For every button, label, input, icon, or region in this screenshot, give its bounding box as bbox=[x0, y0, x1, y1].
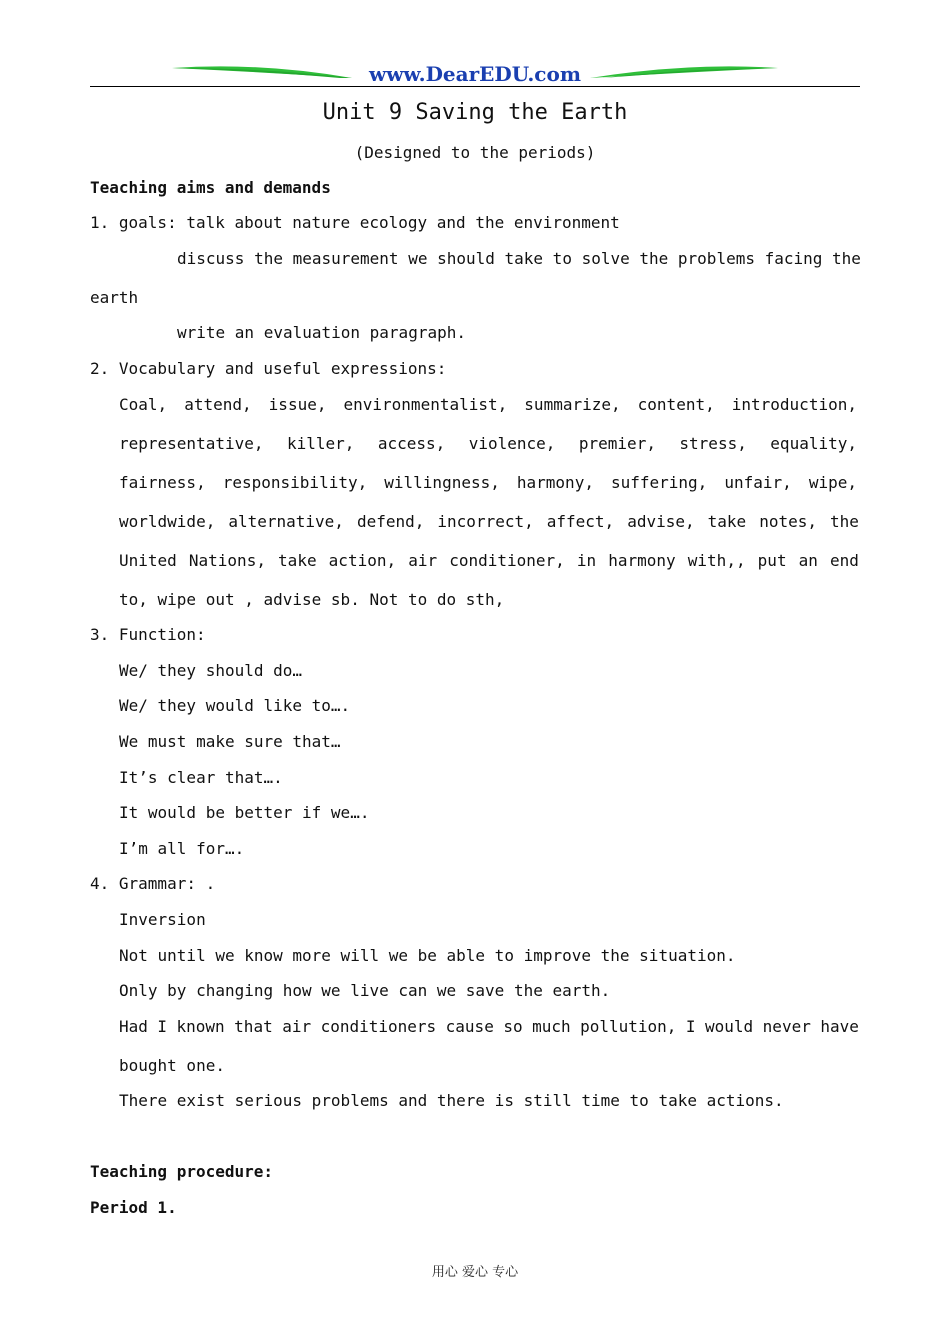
grammar-topic: Inversion bbox=[119, 910, 206, 929]
grammar-word: never bbox=[762, 1017, 811, 1036]
vocab-word: environmentalist, bbox=[343, 395, 508, 414]
grammar-word: that bbox=[234, 1017, 273, 1036]
function-item: We/ they should do… bbox=[119, 661, 303, 680]
vocab-word: defend, bbox=[356, 512, 425, 531]
vocab-word: issue, bbox=[268, 395, 327, 414]
vocab-word: Nations, bbox=[188, 551, 266, 570]
function-heading: 3. Function: bbox=[90, 625, 206, 644]
vocab-word: suffering, bbox=[610, 473, 708, 492]
goals-line-3: earth bbox=[90, 288, 139, 307]
grammar-example-3 bbox=[119, 1017, 859, 1037]
vocab-word: willingness, bbox=[384, 473, 500, 492]
vocab-word: advise, bbox=[627, 512, 695, 531]
page-footer: 用心 爱心 专心 bbox=[431, 1265, 519, 1280]
vocab-word: put bbox=[757, 551, 787, 570]
function-item: We must make sure that… bbox=[119, 732, 341, 751]
vocab-row bbox=[119, 551, 859, 571]
vocab-word: alternative, bbox=[228, 512, 344, 531]
section-heading-procedure: Teaching procedure: bbox=[90, 1162, 274, 1181]
vocab-word: responsibility, bbox=[222, 473, 368, 492]
vocab-word: content, bbox=[637, 395, 715, 414]
vocab-last-line: to, wipe out , advise sb. Not to do sth, bbox=[119, 590, 505, 609]
period-heading: Period 1. bbox=[90, 1198, 177, 1217]
vocab-word: harmony bbox=[608, 551, 676, 570]
vocab-word: summarize, bbox=[524, 395, 621, 414]
vocab-word: attend, bbox=[184, 395, 252, 414]
grammar-word: so bbox=[503, 1017, 523, 1036]
vocab-row bbox=[119, 395, 857, 415]
goals-line-2-text: discuss the measurement we should take to solve the problems facing the bbox=[177, 249, 861, 268]
vocab-word: affect, bbox=[546, 512, 615, 531]
vocab-word: harmony, bbox=[516, 473, 594, 492]
vocab-word: United bbox=[119, 551, 177, 570]
grammar-heading: 4. Grammar: . bbox=[90, 874, 216, 893]
function-item: It’s clear that…. bbox=[119, 768, 283, 787]
vocab-row bbox=[119, 473, 857, 493]
vocab-word: equality, bbox=[770, 434, 857, 453]
vocab-row bbox=[119, 434, 857, 454]
grammar-word: have bbox=[820, 1017, 859, 1036]
vocab-word: conditioner, bbox=[449, 551, 565, 570]
site-url: www.DearEDU.com bbox=[368, 62, 581, 86]
vocab-word: the bbox=[830, 512, 859, 531]
function-item: We/ they would like to…. bbox=[119, 696, 351, 715]
vocab-word: access, bbox=[377, 434, 446, 453]
site-header-banner bbox=[90, 58, 860, 90]
grammar-word: I bbox=[157, 1017, 168, 1036]
vocab-word: take bbox=[707, 512, 747, 531]
vocab-word: representative, bbox=[119, 434, 264, 453]
document-subtitle: (Designed to the periods) bbox=[354, 143, 596, 162]
grammar-word: pollution, bbox=[580, 1017, 677, 1036]
grammar-example-3-cont: bought one. bbox=[119, 1056, 225, 1075]
grammar-word: air bbox=[282, 1017, 312, 1036]
vocab-word: incorrect, bbox=[437, 512, 534, 531]
vocab-word: worldwide, bbox=[119, 512, 216, 531]
grammar-word: cause bbox=[445, 1017, 494, 1036]
vocab-word: unfair, bbox=[724, 473, 792, 492]
vocab-word: violence, bbox=[468, 434, 556, 453]
goals-line-4: write an evaluation paragraph. bbox=[177, 323, 466, 342]
vocab-heading: 2. Vocabulary and useful expressions: bbox=[90, 359, 447, 378]
grammar-example: Only by changing how we live can we save the earth. bbox=[119, 981, 611, 1000]
vocab-word: wipe, bbox=[808, 473, 857, 492]
vocab-word: Coal, bbox=[119, 395, 168, 414]
vocab-word: take bbox=[278, 551, 317, 570]
header-rule bbox=[90, 86, 860, 87]
document-title: Unit 9 Saving the Earth bbox=[322, 100, 628, 125]
vocab-word: killer, bbox=[286, 434, 355, 453]
grammar-example: There exist serious problems and there is still time to take actions. bbox=[119, 1091, 784, 1110]
function-item: I’m all for…. bbox=[119, 839, 245, 858]
vocab-word: air bbox=[408, 551, 438, 570]
goals-line-1: 1. goals: talk about nature ecology and the environment bbox=[90, 213, 620, 232]
vocab-word: in bbox=[576, 551, 597, 570]
grammar-word: known bbox=[176, 1017, 225, 1036]
vocab-word: an bbox=[798, 551, 818, 570]
vocab-word: premier, bbox=[578, 434, 656, 453]
section-heading-aims: Teaching aims and demands bbox=[90, 178, 331, 197]
goals-line-2 bbox=[177, 249, 860, 269]
vocab-word: with,, bbox=[687, 551, 746, 570]
grammar-word: Had bbox=[119, 1017, 148, 1036]
grammar-word: would bbox=[705, 1017, 754, 1036]
vocab-word: introduction, bbox=[731, 395, 857, 414]
vocab-word: action, bbox=[328, 551, 397, 570]
grammar-word: much bbox=[532, 1017, 571, 1036]
vocab-word: notes, bbox=[759, 512, 817, 531]
vocab-word: end bbox=[830, 551, 859, 570]
grammar-word: I bbox=[685, 1017, 696, 1036]
grammar-example: Not until we know more will we be able to improve the situation. bbox=[119, 946, 736, 965]
function-item: It would be better if we…. bbox=[119, 803, 370, 822]
vocab-row bbox=[119, 512, 859, 532]
grammar-word: conditioners bbox=[320, 1017, 437, 1036]
vocab-word: stress, bbox=[679, 434, 747, 453]
vocab-word: fairness, bbox=[119, 473, 206, 492]
